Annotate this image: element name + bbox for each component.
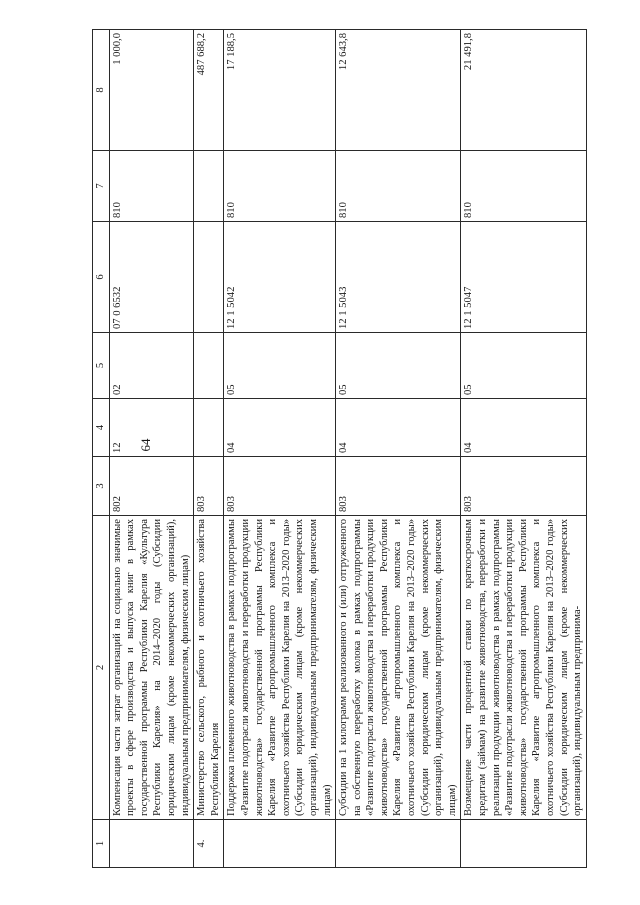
row-section: 12 [109, 399, 194, 457]
table-row [461, 30, 586, 868]
row-section: 04 [224, 399, 336, 457]
row-admin-code: 803 [224, 457, 336, 516]
row-amount: 1 000,0 [109, 30, 194, 151]
row-expense-type: 810 [224, 151, 336, 222]
table-row [194, 30, 224, 868]
header-col-5: 5 [93, 333, 110, 399]
row-number [224, 820, 336, 868]
row-subsection: 05 [224, 333, 336, 399]
header-col-1: 1 [93, 820, 110, 868]
row-expense-type: 810 [109, 151, 194, 222]
row-name: Возмещение части процентной ставки по краткосрочным кредитам (займам) на развитие животноводства, переработки и реализации продукции животноводства в рамках подпрограммы «Развитие подотрасли животноводства и переработки продукции животноводства» государственной программы Республики Карелия «Развитие агропромышленного комплекса и охотничьего хозяйства Республики Карелия на 2013–2020 годы» (Субсидии юридическим лицам (кроме некоммерческих организаций), индивидуальным предпринима- [461, 516, 586, 820]
row-target-article: 12 1 5047 [461, 222, 586, 333]
header-col-4: 4 [93, 399, 110, 457]
row-name: Поддержка племенного животноводства в рамках подпрограммы «Развитие подотрасли животноводства и переработки продукции животноводства» государственной программы Республики Карелия «Развитие агропромышленного комплекса и охотничьего хозяйства Республики Карелия на 2013–2020 годы» (Субсидии юридическим лицам (кроме некоммерческих организаций), индивидуальным предпринимателям, физическим лицам) [224, 516, 336, 820]
row-subsection: 05 [336, 333, 461, 399]
row-target-article: 12 1 5042 [224, 222, 336, 333]
header-col-7: 7 [93, 151, 110, 222]
page-number: 64 [138, 438, 153, 452]
row-number [109, 820, 194, 868]
rotated-table-container [92, 30, 584, 868]
row-amount: 487 688,2 [194, 30, 224, 151]
header-col-8: 8 [93, 30, 110, 151]
row-admin-code: 803 [336, 457, 461, 516]
row-subsection [194, 333, 224, 399]
row-subsection: 02 [109, 333, 194, 399]
budget-table [92, 29, 587, 868]
row-expense-type: 810 [461, 151, 586, 222]
row-expense-type: 810 [336, 151, 461, 222]
row-section [194, 399, 224, 457]
row-name: Компенсация части затрат организаций на социально значимые проекты в сфере производства и выпуска книг в рамках государственной программы Республики Карелия «Культура Республики Карелия» на 2014–2020 годы (Субсидии юридическим лицам (кроме некоммерческих организаций), индивидуальным предпринимателям, физическим лицам) [109, 516, 194, 820]
table-row [109, 30, 194, 868]
row-number [336, 820, 461, 868]
row-target-article: 12 1 5043 [336, 222, 461, 333]
header-col-3: 3 [93, 457, 110, 516]
row-expense-type [194, 151, 224, 222]
row-admin-code: 802 [109, 457, 194, 516]
row-number [461, 820, 586, 868]
row-target-article: 07 0 6532 [109, 222, 194, 333]
table-row [224, 30, 336, 868]
row-number: 4. [194, 820, 224, 868]
row-section: 04 [336, 399, 461, 457]
row-section: 04 [461, 399, 586, 457]
row-admin-code: 803 [461, 457, 586, 516]
row-name: Министерство сельского, рыбного и охотничьего хозяйства Республики Карелия [194, 516, 224, 820]
row-target-article [194, 222, 224, 333]
row-admin-code: 803 [194, 457, 224, 516]
header-col-2: 2 [93, 516, 110, 820]
row-name: Субсидии на 1 килограмм реализованного и (или) отгруженного на собственную переработку молока в рамках подпрограммы «Развитие подотрасли животноводства и переработки продукции животноводства» государственной программы Республики Карелия «Развитие агропромышленного комплекса и охотничьего хозяйства Республики Карелия на 2013–2020 годы» (Субсидии юридическим лицам (кроме некоммерческих организаций), индивидуальным предпринимателям, физическим лицам) [336, 516, 461, 820]
header-col-6: 6 [93, 222, 110, 333]
row-amount: 17 188,5 [224, 30, 336, 151]
table-row [336, 30, 461, 868]
row-amount: 12 643,8 [336, 30, 461, 151]
row-amount: 21 491,8 [461, 30, 586, 151]
row-subsection: 05 [461, 333, 586, 399]
header-row [93, 30, 110, 868]
